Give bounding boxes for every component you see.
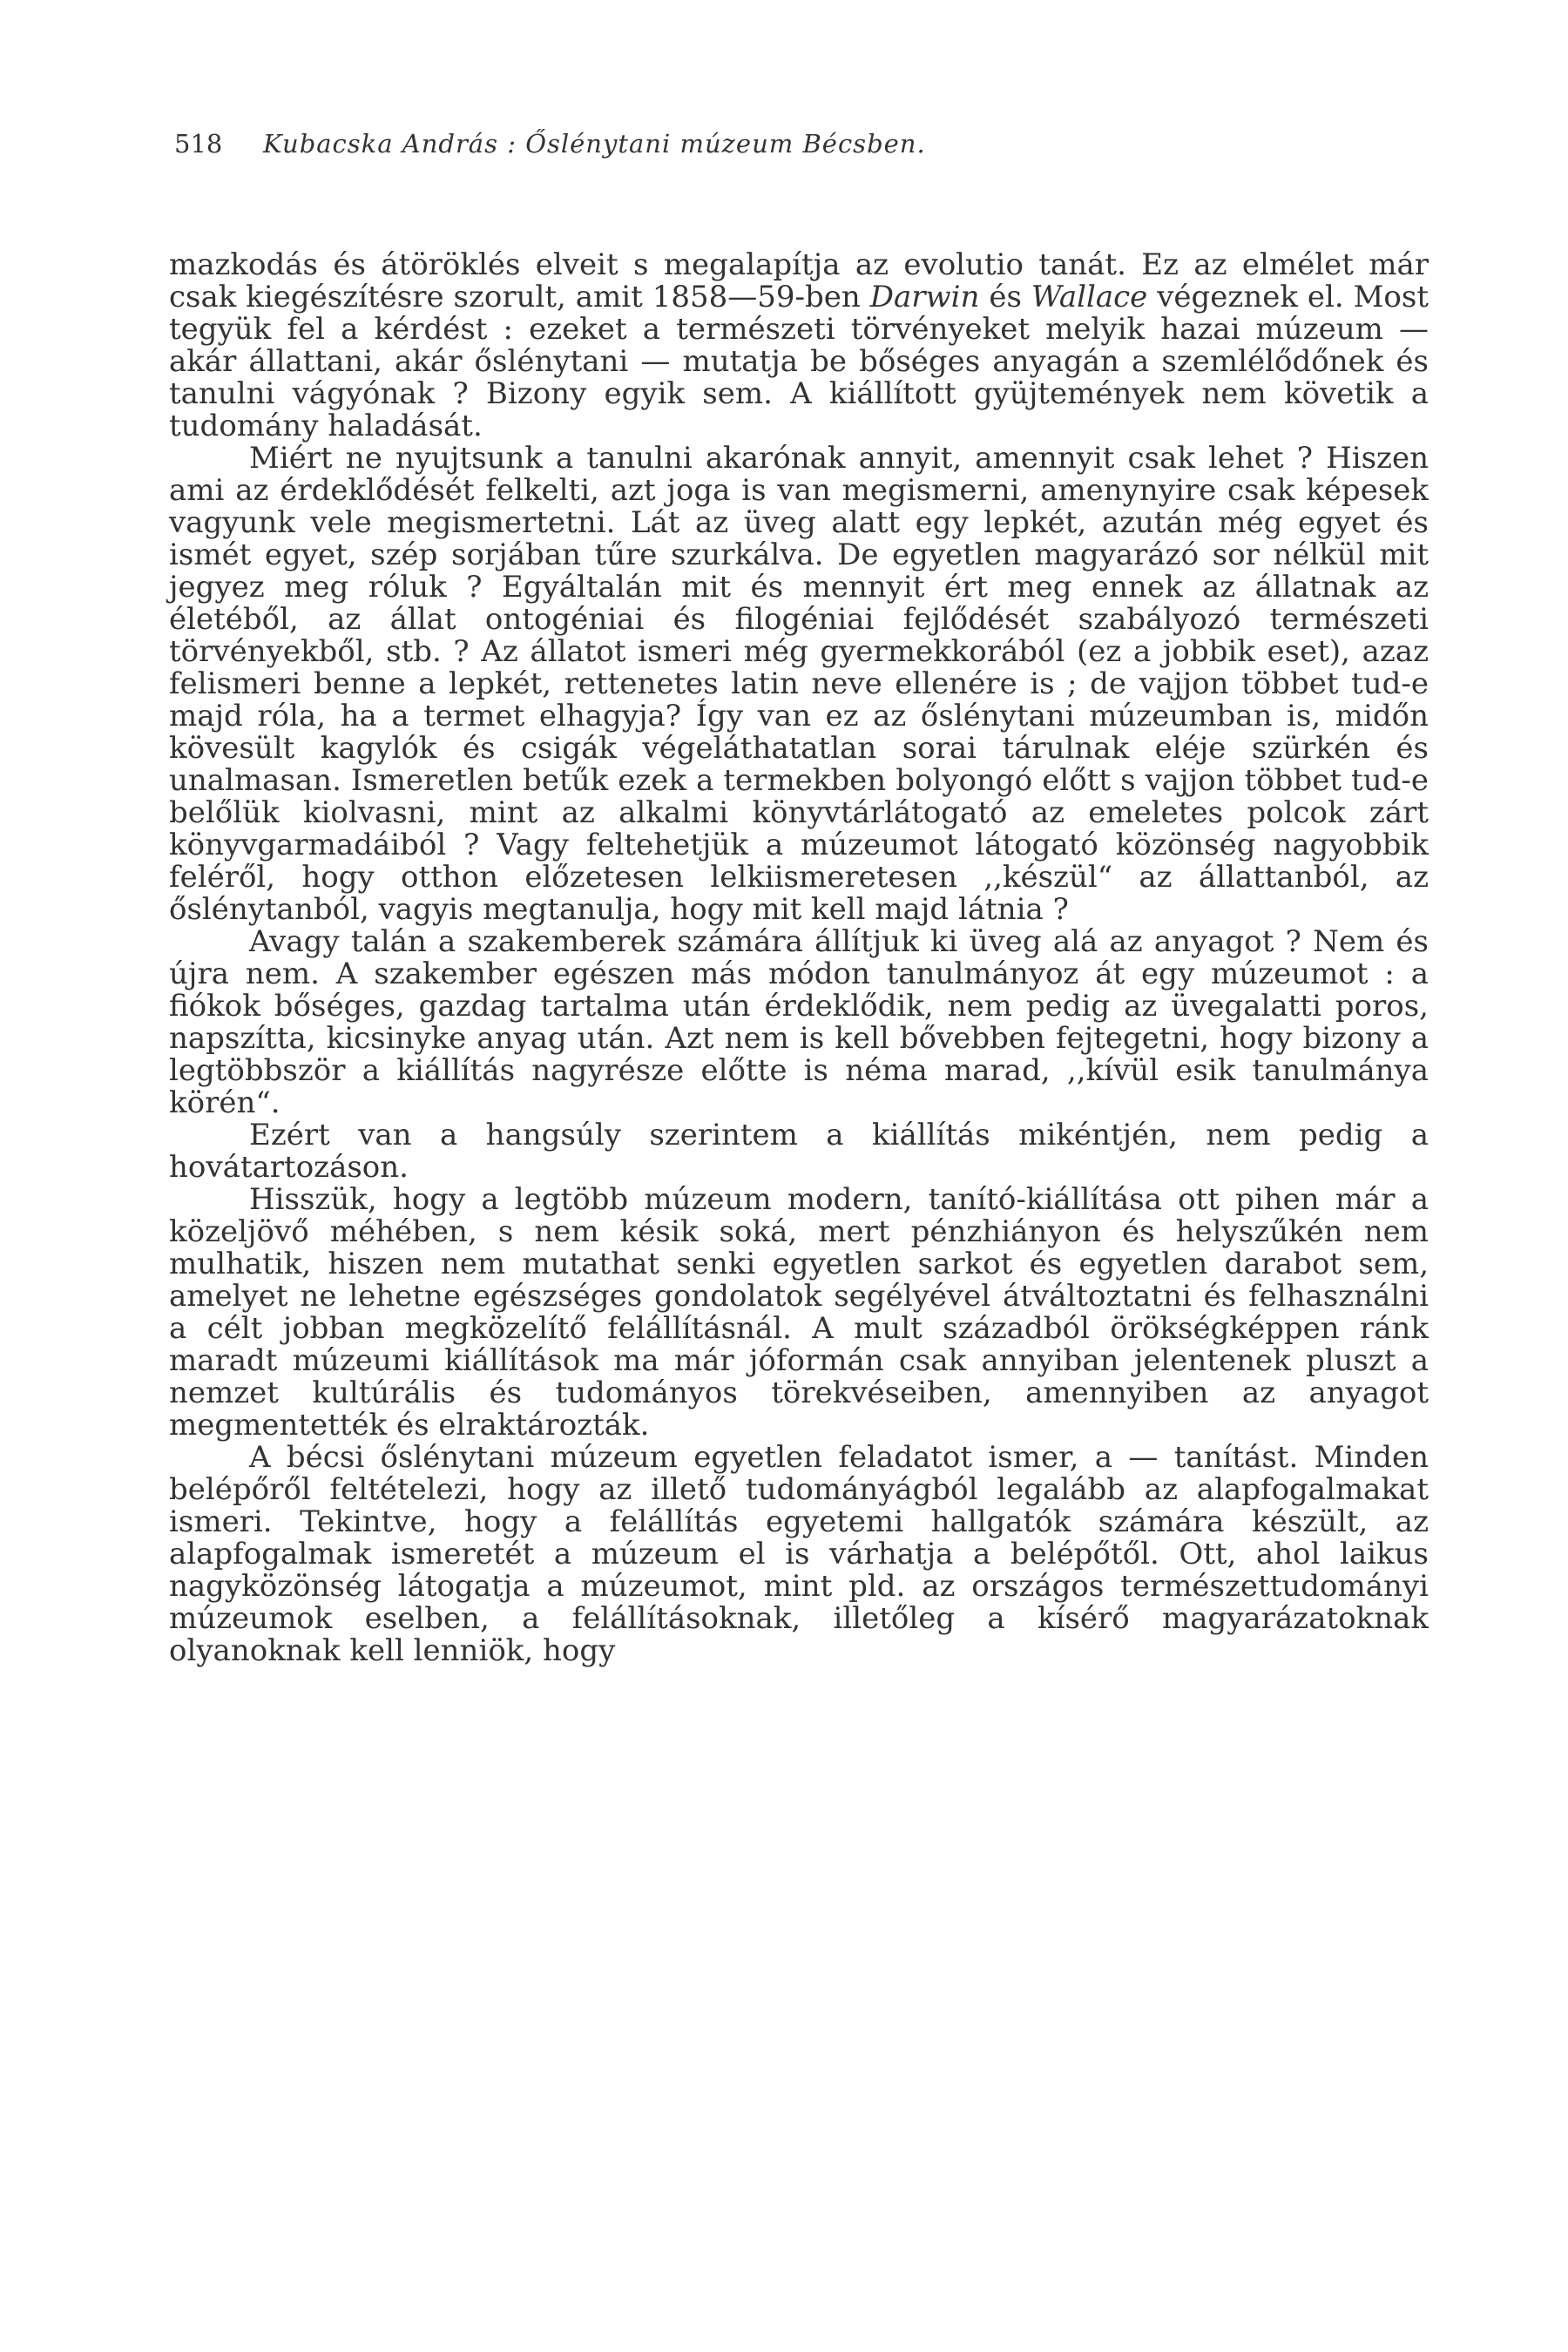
text-segment: mazkodás és átöröklés elveit s megalapítja az evolutio tanát. Ez az elmélet már csak kiegészítésre szorult, amit 1858—59-ben (169, 247, 1429, 314)
paragraph (169, 926, 1429, 1119)
paragraph (169, 443, 1429, 926)
text-segment: Hisszük, hogy a legtöbb múzeum modern, tanító-kiállítása ott pihen már a közeljövő méhében, s nem késik soká, mert pénzhiányon és helyszűkén nem mulhatik, hiszen nem mutathat senki egyetlen sarkot és egyetlen darabot sem, amelyet ne lehetne egészséges gondolatok segélyével átváltoztatni és felhasználni a célt jobban megközelítő felállításnál. A mult századból örökségképpen ránk maradt múzeumi kiállítások ma már jóformán csak annyiban jelentenek pluszt a nemzet kultúrális és tudományos törekvéseiben, amennyiben az anyagot megmentették és elraktározták. (169, 1182, 1429, 1443)
text-segment: Ezért van a hangsúly szerintem a kiállítás mikéntjén, nem pedig a hovátartozáson. (169, 1118, 1429, 1185)
paragraph (169, 1442, 1429, 1667)
paragraph (169, 1119, 1429, 1184)
text-segment: Miért ne nyujtsunk a tanulni akarónak annyit, amennyit csak lehet ? Hiszen ami az érdeklődését felkelti, azt joga is van megismerni, amenynyire csak képesek vagyunk vele megismertetni. Lát az üveg alatt egy lepkét, azután még egyet és ismét egyet, szép sorjában tűre szurkálva. De egyetlen magyarázó sor nélkül mit jegyez meg róluk ? Egyáltalán mit és mennyit ért meg ennek az állatnak az életéből, az állat ontogéniai és filogéniai fejlődését szabályozó természeti törvényekből, stb. ? Az állatot ismeri még gyermekkorából (ez a jobbik eset), azaz felismeri benne a lepkét, rettenetes latin neve ellenére is ; de vajjon többet tud-e majd róla, ha a termet elhagyja? Így van ez az őslénytani múzeumban is, midőn kövesült kagylók és csigák végeláthatatlan sorai tárulnak eléje szürkén és unalmasan. Ismeretlen betűk ezek a termekben bolyongó előtt s vajjon többet tud-e belőlük kiolvasni, mint az alkalmi könyvtárlátogató az emeletes polcok zárt könyvgarmadáiból ? Vagy feltehetjük a múzeumot látogató közönség nagyobbik feléről, hogy otthon előzetesen lelkiismeretesen ,,készül“ az állattanból, az őslénytanból, vagyis megtanulja, hogy mit kell majd látnia ? (169, 441, 1429, 927)
body-text (169, 249, 1429, 1667)
page-number: 518 (174, 129, 223, 159)
paragraph (169, 1184, 1429, 1442)
page-header (174, 122, 1429, 166)
text-segment: A bécsi őslénytani múzeum egyetlen feladatot ismer, a — tanítást. Minden belépőről feltételezi, hogy az illető tudományágból legalább az alapfogalmakat ismeri. Tekintve, hogy a felállítás egyetemi hallgatók számára készült, az alapfogalmak ismeretét a múzeum el is várhatja a belépőtől. Ott, ahol laikus nagyközönség látogatja a múzeumot, mint pld. az országos természettudományi múzeumok eselben, a felállításoknak, illetőleg a kísérő magyarázatoknak olyanoknak kell lenniök, hogy (169, 1440, 1429, 1668)
italic-name-darwin: Darwin (869, 280, 980, 314)
paragraph (169, 249, 1429, 443)
text-segment: végeznek el. Most tegyük fel a kérdést : ezeket a természeti törvényeket melyik hazai múzeum — akár állattani, akár őslénytani — mutatja be bőséges anyagán a szemlélődőnek és tanulni vágyónak ? Bizony egyik sem. A kiállított gyüjtemények nem követik a tudomány haladását. (169, 280, 1429, 443)
running-head: Kubacska András : Őslénytani múzeum Bécsben. (263, 129, 926, 159)
text-segment: és (979, 280, 1031, 314)
text-segment: Avagy talán a szakemberek számára állítjuk ki üveg alá az anyagot ? Nem és újra nem. A szakember egészen más módon tanulmányoz át egy múzeumot : a fiókok bőséges, gazdag tartalma után érdeklődik, nem pedig az üvegalatti poros, napszítta, kicsinyke anyag után. Azt nem is kell bővebben fejtegetni, hogy bizony a legtöbbször a kiállítás nagyrésze előtte is néma marad, ,,kívül esik tanulmánya körén“. (169, 924, 1429, 1120)
italic-name-wallace: Wallace (1031, 280, 1148, 314)
